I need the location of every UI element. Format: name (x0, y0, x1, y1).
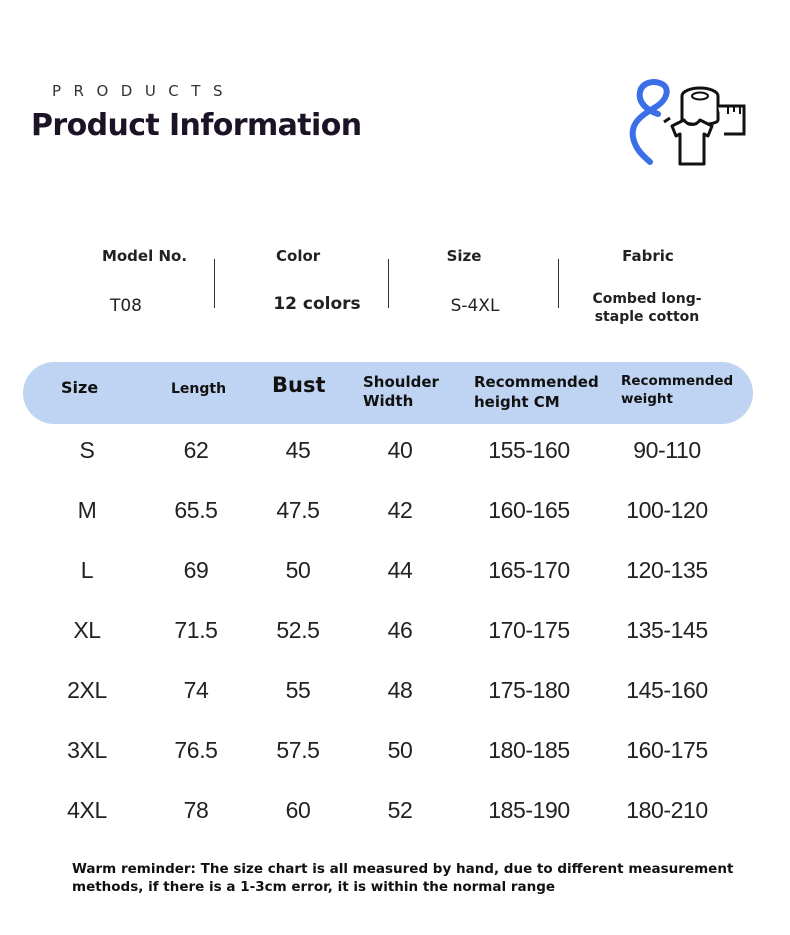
cell-bust: 57.5 (276, 737, 320, 763)
color-label: Color (276, 247, 321, 265)
cell-weight: 120-135 (626, 557, 708, 583)
cell-size: M (77, 497, 97, 523)
cell-bust: 52.5 (276, 617, 320, 643)
cell-length: 62 (183, 437, 209, 463)
cell-shoulder: 50 (387, 737, 413, 763)
cell-bust: 45 (285, 437, 311, 463)
fabric-value-line1: Combed long- (592, 291, 702, 307)
cell-shoulder: 52 (387, 797, 413, 823)
col-weight-line1: Recommended (621, 373, 734, 389)
cell-size: XL (73, 617, 101, 643)
cell-height: 180-185 (488, 737, 570, 763)
col-size: Size (61, 378, 99, 397)
fabric-value-line2: staple cotton (594, 309, 700, 325)
cell-weight: 100-120 (626, 497, 708, 523)
color-value: 12 colors (273, 294, 361, 314)
cell-bust: 50 (285, 557, 311, 583)
cell-bust: 55 (285, 677, 311, 703)
model-value: T08 (109, 296, 143, 316)
cell-bust: 60 (285, 797, 311, 823)
cell-weight: 90-110 (633, 437, 701, 463)
cell-size: 4XL (67, 797, 107, 823)
warm-reminder-line2: methods, if there is a 1-3cm error, it is within the normal range (72, 879, 556, 895)
cell-length: 76.5 (174, 737, 218, 763)
size-label: Size (446, 247, 482, 265)
cell-size: S (79, 437, 95, 463)
col-shoulder-line1: Shoulder (363, 373, 439, 391)
col-weight-line2: weight (621, 391, 673, 407)
cell-bust: 47.5 (276, 497, 320, 523)
fabric-label: Fabric (622, 247, 674, 265)
cell-length: 74 (183, 677, 209, 703)
cell-weight: 180-210 (626, 797, 708, 823)
col-bust: Bust (272, 373, 326, 397)
page-title: Product Information (31, 108, 362, 143)
cell-shoulder: 48 (387, 677, 413, 703)
cell-length: 65.5 (174, 497, 218, 523)
col-height-line2: height CM (474, 393, 560, 411)
size-value: S-4XL (450, 296, 500, 316)
cell-height: 155-160 (488, 437, 570, 463)
cell-shoulder: 46 (387, 617, 413, 643)
cell-length: 71.5 (174, 617, 218, 643)
cell-weight: 160-175 (626, 737, 708, 763)
info-divider (558, 259, 559, 308)
cell-size: 3XL (67, 737, 107, 763)
cell-size: 2XL (67, 677, 107, 703)
col-shoulder-line2: Width (363, 392, 414, 410)
cell-height: 165-170 (488, 557, 570, 583)
cell-weight: 135-145 (626, 617, 708, 643)
cell-height: 175-180 (488, 677, 570, 703)
col-height-line1: Recommended (474, 373, 599, 391)
cell-height: 160-165 (488, 497, 570, 523)
cell-length: 78 (183, 797, 209, 823)
cell-height: 170-175 (488, 617, 570, 643)
cell-shoulder: 42 (387, 497, 413, 523)
cell-shoulder: 44 (387, 557, 413, 583)
cell-weight: 145-160 (626, 677, 708, 703)
warm-reminder-line1: Warm reminder: The size chart is all measured by hand, due to different measurement (72, 861, 734, 877)
cell-length: 69 (183, 557, 209, 583)
cell-size: L (80, 557, 94, 583)
col-length: Length (171, 381, 227, 397)
tshirt-tape-measure-icon (618, 78, 750, 170)
info-divider (388, 259, 389, 308)
warm-reminder (72, 860, 752, 896)
model-label: Model No. (101, 247, 188, 265)
cell-shoulder: 40 (387, 437, 413, 463)
info-divider (214, 259, 215, 308)
section-kicker: PRODUCTS (52, 82, 235, 100)
cell-height: 185-190 (488, 797, 570, 823)
